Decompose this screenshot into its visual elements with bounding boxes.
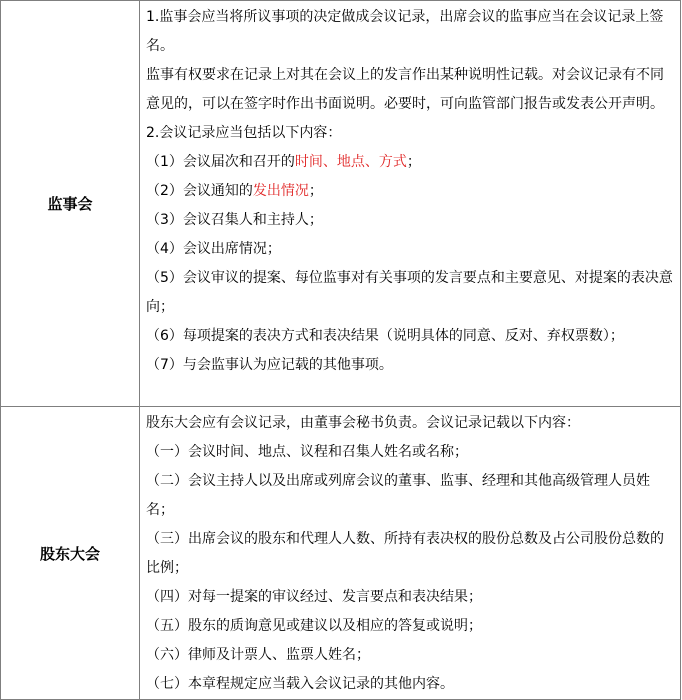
paragraph: 监事有权要求在记录上对其在会议上的发言作出某种说明性记载。对会议记录有不同意见的，可以在签字时作出书面说明。必要时，可向监管部门报告或发表公开声明。 — [146, 67, 664, 112]
row-label-supervisory-board: 监事会 — [1, 1, 140, 407]
list-item-text: （1）会议届次和召开的 — [146, 154, 295, 170]
row-content-supervisory-board — [140, 1, 681, 407]
list-item: （三）出席会议的股东和代理人人数、所持有表决权的股份总数及占公司股份总数的比例； — [146, 531, 664, 576]
list-item: （二）会议主持人以及出席或列席会议的董事、监事、经理和其他高级管理人员姓名； — [146, 473, 650, 518]
list-item: （七）本章程规定应当载入会议记录的其他内容。 — [146, 676, 454, 692]
list-item: （3）会议召集人和主持人； — [146, 212, 323, 228]
row-label-shareholders-meeting: 股东大会 — [1, 407, 140, 700]
list-item: （6）每项提案的表决方式和表决结果（说明具体的同意、反对、弃权票数）； — [146, 328, 624, 344]
paragraph: 股东大会应有会议记录，由董事会秘书负责。会议记录记载以下内容： — [146, 415, 580, 431]
row-supervisory-board — [1, 1, 681, 407]
list-item: （4）会议出席情况； — [146, 241, 281, 257]
list-item-text: ； — [308, 183, 323, 199]
list-item: （一）会议时间、地点、议程和召集人姓名或名称； — [146, 444, 468, 460]
list-item: （5）会议审议的提案、每位监事对有关事项的发言要点和主要意见、对提案的表决意向； — [146, 270, 673, 315]
list-item — [146, 148, 675, 177]
highlighted-text: 时间、地点、方式 — [294, 154, 407, 170]
paragraph: 2.会议记录应当包括以下内容： — [146, 125, 342, 141]
paragraph: 1.监事会应当将所议事项的决定做成会议记录，出席会议的监事应当在会议记录上签名。 — [146, 9, 664, 54]
list-item: （五）股东的质询意见或建议以及相应的答复或说明； — [146, 618, 482, 634]
list-item: （7）与会监事认为应记载的其他事项。 — [146, 357, 393, 373]
row-shareholders-meeting — [1, 407, 681, 700]
list-item-text: （2）会议通知的 — [146, 183, 253, 199]
list-item: （六）律师及计票人、监票人姓名； — [146, 647, 370, 663]
list-item-text: ； — [406, 154, 421, 170]
row-content-shareholders-meeting — [140, 407, 681, 700]
highlighted-text: 发出情况 — [252, 183, 309, 199]
list-item: （四）对每一提案的审议经过、发言要点和表决结果； — [146, 589, 482, 605]
list-item — [146, 177, 675, 206]
